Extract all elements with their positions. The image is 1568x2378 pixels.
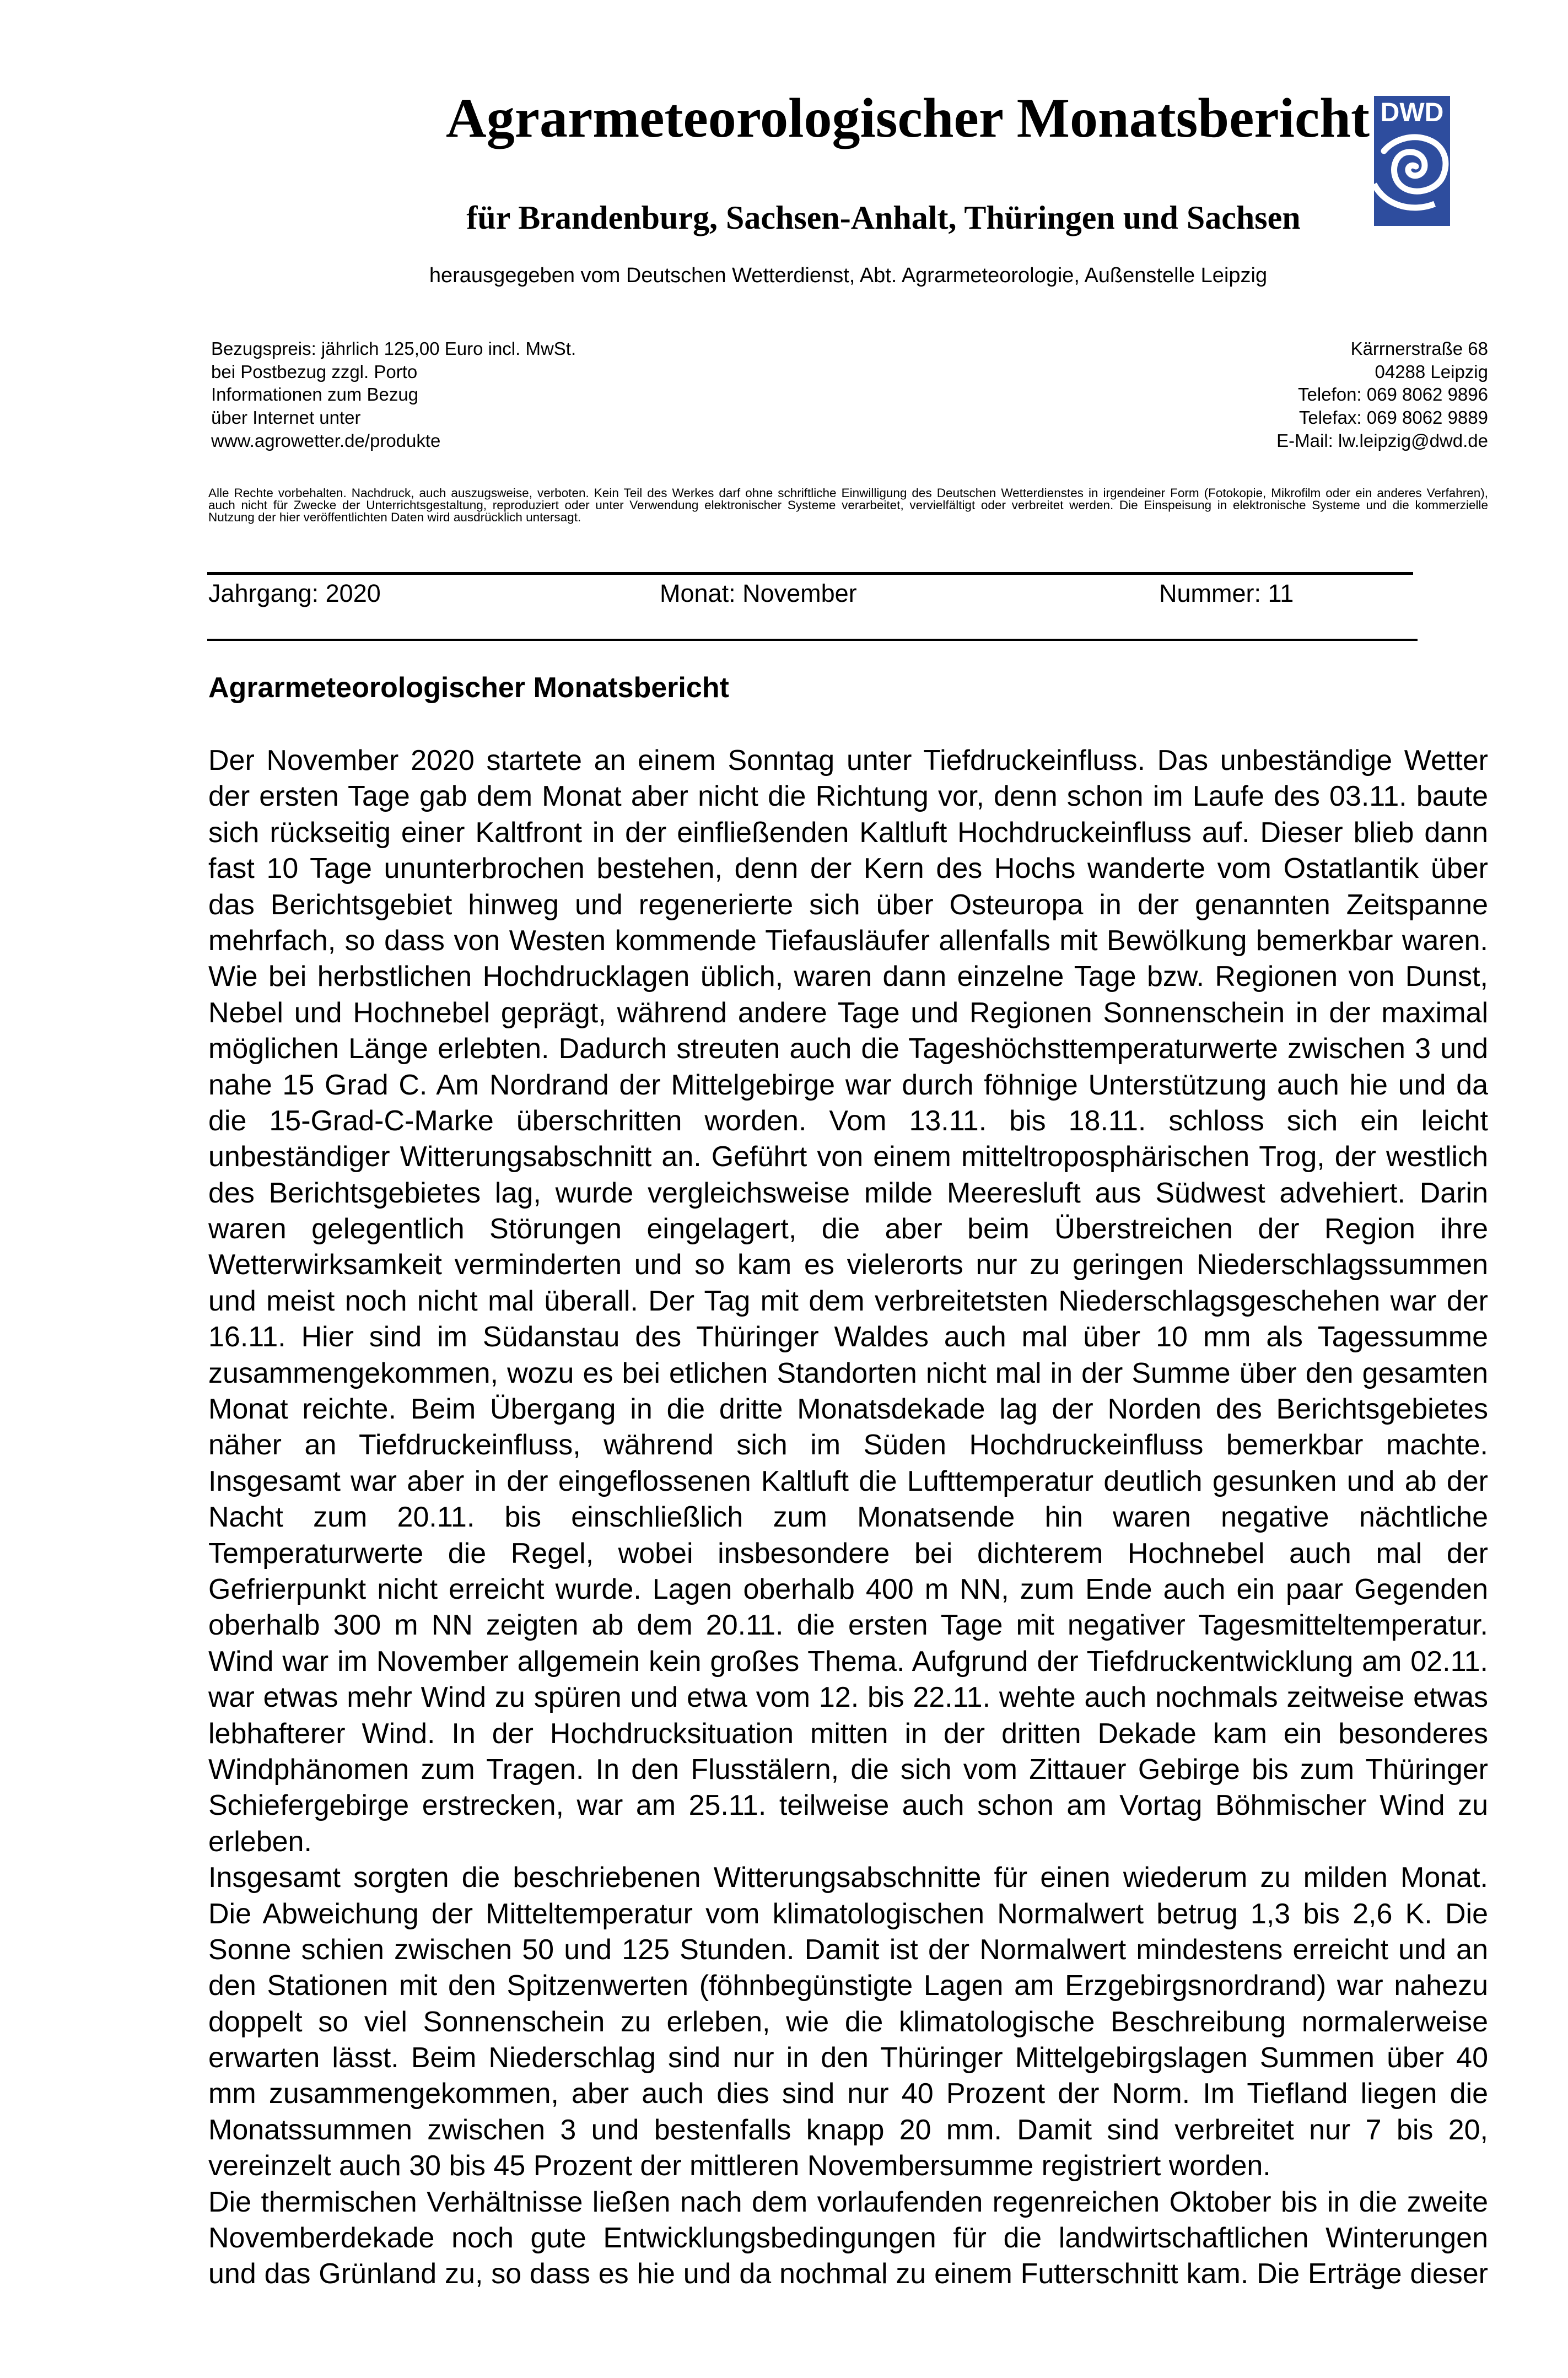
issue-number: Nummer: 11 — [1159, 579, 1294, 607]
copyright-line: auch nicht für Zwecke der Unterrichtsgestaltung, reproduziert oder unter Verwendung elektronischer Systeme verarbeitet, vervielfältigt oder verbreitet werden. Die Einspeisung in elektronische Systeme und die kommerzielle — [208, 498, 1488, 512]
text-line: waren gelegentlich Störungen eingelagert, die aber beim Überstreichen der Region ihre — [208, 1213, 1488, 1245]
text-line: Gefrierpunkt nicht erreicht wurde. Lagen oberhalb 400 m NN, zum Ende auch ein paar Gegenden — [208, 1573, 1488, 1605]
text-line: oberhalb 300 m NN zeigten ab dem 20.11. die ersten Tage mit negativer Tagesmitteltemperatur. — [208, 1609, 1488, 1642]
info-line: Bezugspreis: jährlich 125,00 Euro incl. MwSt. — [211, 338, 576, 359]
text-line: und meist noch nicht mal überall. Der Tag mit dem verbreitetsten Niederschlagsgeschehen war der — [208, 1285, 1488, 1317]
fax: Telefax: 069 8062 9889 — [1298, 407, 1488, 428]
logo-text: DWD — [1380, 98, 1444, 127]
address-city: 04288 Leipzig — [1375, 361, 1488, 382]
text-line: den Stationen mit den Spitzenwerten (föhnbegünstigte Lagen am Erzgebirgsnordrand) war nahezu — [208, 1970, 1488, 2002]
issue-year: Jahrgang: 2020 — [208, 579, 381, 607]
report-title: Agrarmeteorologischer Monatsbericht — [446, 87, 1370, 149]
text-line: war etwas mehr Wind zu spüren und etwa vom 12. bis 22.11. wehte auch nochmals zeitweise etwas — [208, 1681, 1488, 1714]
text-line: Die thermischen Verhältnisse ließen nach dem vorlaufenden regenreichen Oktober bis in die zweite — [208, 2186, 1488, 2218]
text-line: mm zusammengekommen, aber auch dies sind nur 40 Prozent der Norm. Im Tiefland liegen die — [208, 2078, 1488, 2110]
dwd-logo-icon — [1374, 96, 1450, 226]
text-line: Sonne schien zwischen 50 und 125 Stunden. Damit ist der Normalwert mindestens erreicht und an — [208, 1933, 1488, 1966]
text-line: doppelt so viel Sonnenschein zu erleben, wie die klimatologische Beschreibung normalerweise — [208, 2005, 1488, 2038]
info-line: Informationen zum Bezug — [211, 384, 419, 405]
text-line: Nacht zum 20.11. bis einschließlich zum Monatsende hin waren negative nächtliche — [208, 1501, 1488, 1534]
text-line: Nebel und Hochnebel geprägt, während andere Tage und Regionen Sonnenschein in der maximal — [208, 996, 1488, 1029]
text-line: nahe 15 Grad C. Am Nordrand der Mittelgebirge war durch föhnige Unterstützung auch hie und da — [208, 1069, 1488, 1101]
issue-month: Monat: November — [660, 579, 857, 607]
copyright-notice — [208, 487, 1488, 524]
text-line: Temperaturwerte die Regel, wobei insbesondere bei dichterem Hochnebel auch mal der — [208, 1537, 1488, 1570]
text-line: 16.11. Hier sind im Südanstau des Thüringer Waldes auch mal über 10 mm als Tagessumme — [208, 1321, 1488, 1354]
text-line: vereinzelt auch 30 bis 45 Prozent der mittleren Novembersumme registriert worden. — [208, 2150, 1271, 2182]
text-line: Monatssummen zwischen 3 und bestenfalls knapp 20 mm. Damit sind verbreitet nur 7 bis 20, — [208, 2113, 1488, 2146]
text-line: Schiefergebirge erstrecken, war am 25.11. teilweise auch schon am Vortag Böhmischer Wind zu — [208, 1789, 1488, 1822]
divider-bottom — [207, 639, 1418, 641]
text-line: mehrfach, so dass von Westen kommende Tiefausläufer allenfalls mit Bewölkung bemerkbar waren. — [208, 924, 1488, 957]
text-line: Novemberdekade noch gute Entwicklungsbedingungen für die landwirtschaftlichen Winterungen — [208, 2222, 1488, 2255]
text-line: sich rückseitig einer Kaltfront in der einfließenden Kaltluft Hochdruckeinfluss auf. Dieser blieb dann — [208, 816, 1488, 849]
text-line: fast 10 Tage ununterbrochen bestehen, denn der Kern des Hochs wanderte vom Ostatlantik über — [208, 853, 1488, 885]
text-line: Der November 2020 startete an einem Sonntag unter Tiefdruckeinfluss. Das unbeständige Wetter — [208, 745, 1488, 777]
text-line: Monat reichte. Beim Übergang in die dritte Monatsdekade lag der Norden des Berichtsgebietes — [208, 1393, 1488, 1426]
text-line: unbeständiger Witterungsabschnitt an. Geführt von einem mitteltroposphärischen Trog, der westlich — [208, 1141, 1488, 1173]
text-line: Windphänomen zum Tragen. In den Flusstälern, die sich vom Zittauer Gebirge bis zum Thüringer — [208, 1753, 1488, 1786]
text-line: und das Grünland zu, so dass es hie und da nochmal zu einem Futterschnitt kam. Die Erträge dieser — [208, 2258, 1488, 2290]
text-line: lebhafterer Wind. In der Hochdrucksituation mitten in der dritten Dekade kam ein besonderes — [208, 1717, 1488, 1750]
text-line: Die Abweichung der Mitteltemperatur vom klimatologischen Normalwert betrug 1,3 bis 2,6 K. Die — [208, 1897, 1488, 1930]
text-line: das Berichtsgebiet hinweg und regenerierte sich über Osteuropa in der genannten Zeitspanne — [208, 888, 1488, 921]
text-line: Wind war im November allgemein kein großes Thema. Aufgrund der Tiefdruckentwicklung am 02.11. — [208, 1645, 1488, 1678]
phone: Telefon: 069 8062 9896 — [1298, 384, 1488, 405]
info-link[interactable]: www.agrowetter.de/produkte — [211, 430, 441, 451]
report-subtitle: für Brandenburg, Sachsen-Anhalt, Thüringen und Sachsen — [466, 199, 1301, 236]
text-line: Insgesamt sorgten die beschriebenen Witterungsabschnitte für einen wiederum zu milden Monat. — [208, 1862, 1488, 1894]
publisher-line: herausgegeben vom Deutschen Wetterdienst, Abt. Agrarmeteorologie, Außenstelle Leipzig — [429, 264, 1268, 287]
address-street: Kärrnerstraße 68 — [1350, 338, 1488, 359]
paragraph — [208, 2185, 1488, 2293]
copyright-line: Nutzung der hier veröffentlichten Daten wird ausdrücklich untersagt. — [208, 510, 581, 524]
info-line: bei Postbezug zzgl. Porto — [211, 361, 418, 382]
text-line: der ersten Tage gab dem Monat aber nicht die Richtung vor, denn schon im Laufe des 03.11. baute — [208, 780, 1488, 813]
text-line: zusammengekommen, wozu es bei etlichen Standorten nicht mal in der Summe über den gesamten — [208, 1357, 1488, 1389]
section-heading: Agrarmeteorologischer Monatsbericht — [208, 672, 729, 704]
text-line: die 15-Grad-C-Marke überschritten worden. Vom 13.11. bis 18.11. schloss sich ein leicht — [208, 1104, 1488, 1137]
text-line: Wie bei herbstlichen Hochdrucklagen üblich, waren dann einzelne Tage bzw. Regionen von Dunst, — [208, 961, 1488, 993]
contact-info — [1276, 337, 1488, 452]
text-line: Wetterwirksamkeit verminderten und so kam es vielerorts nur zu geringen Niederschlagssummen — [208, 1249, 1488, 1281]
text-line: näher an Tiefdruckeinfluss, während sich im Süden Hochdruckeinfluss bemerkbar machte. — [208, 1429, 1488, 1462]
text-line: erwarten lässt. Beim Niederschlag sind nur in den Thüringer Mittelgebirgslagen Summen über 40 — [208, 2042, 1488, 2074]
paragraph — [208, 1860, 1488, 2185]
divider-top — [207, 572, 1413, 575]
text-line: des Berichtsgebietes lag, wurde vergleichsweise milde Meeresluft aus Südwest advehiert. Darin — [208, 1177, 1488, 1209]
subscription-info — [211, 337, 576, 452]
paragraph — [208, 743, 1488, 1860]
info-line: über Internet unter — [211, 407, 361, 428]
text-line: möglichen Länge erlebten. Dadurch streuten auch die Tageshöchsttemperaturwerte zwischen 3 und — [208, 1033, 1488, 1065]
copyright-line: Alle Rechte vorbehalten. Nachdruck, auch auszugsweise, verboten. Kein Teil des Werkes darf ohne schriftliche Einwilligung des Deutschen Wetterdienstes in irgendeiner Form (Fotokopie, Mikrofilm oder ein anderes Verfahren), — [208, 486, 1488, 500]
email[interactable]: E-Mail: lw.leipzig@dwd.de — [1276, 430, 1488, 451]
report-body — [208, 743, 1488, 2293]
text-line: Insgesamt war aber in der eingeflossenen Kaltluft die Lufttemperatur deutlich gesunken und ab der — [208, 1465, 1488, 1497]
text-line: erleben. — [208, 1825, 312, 1858]
